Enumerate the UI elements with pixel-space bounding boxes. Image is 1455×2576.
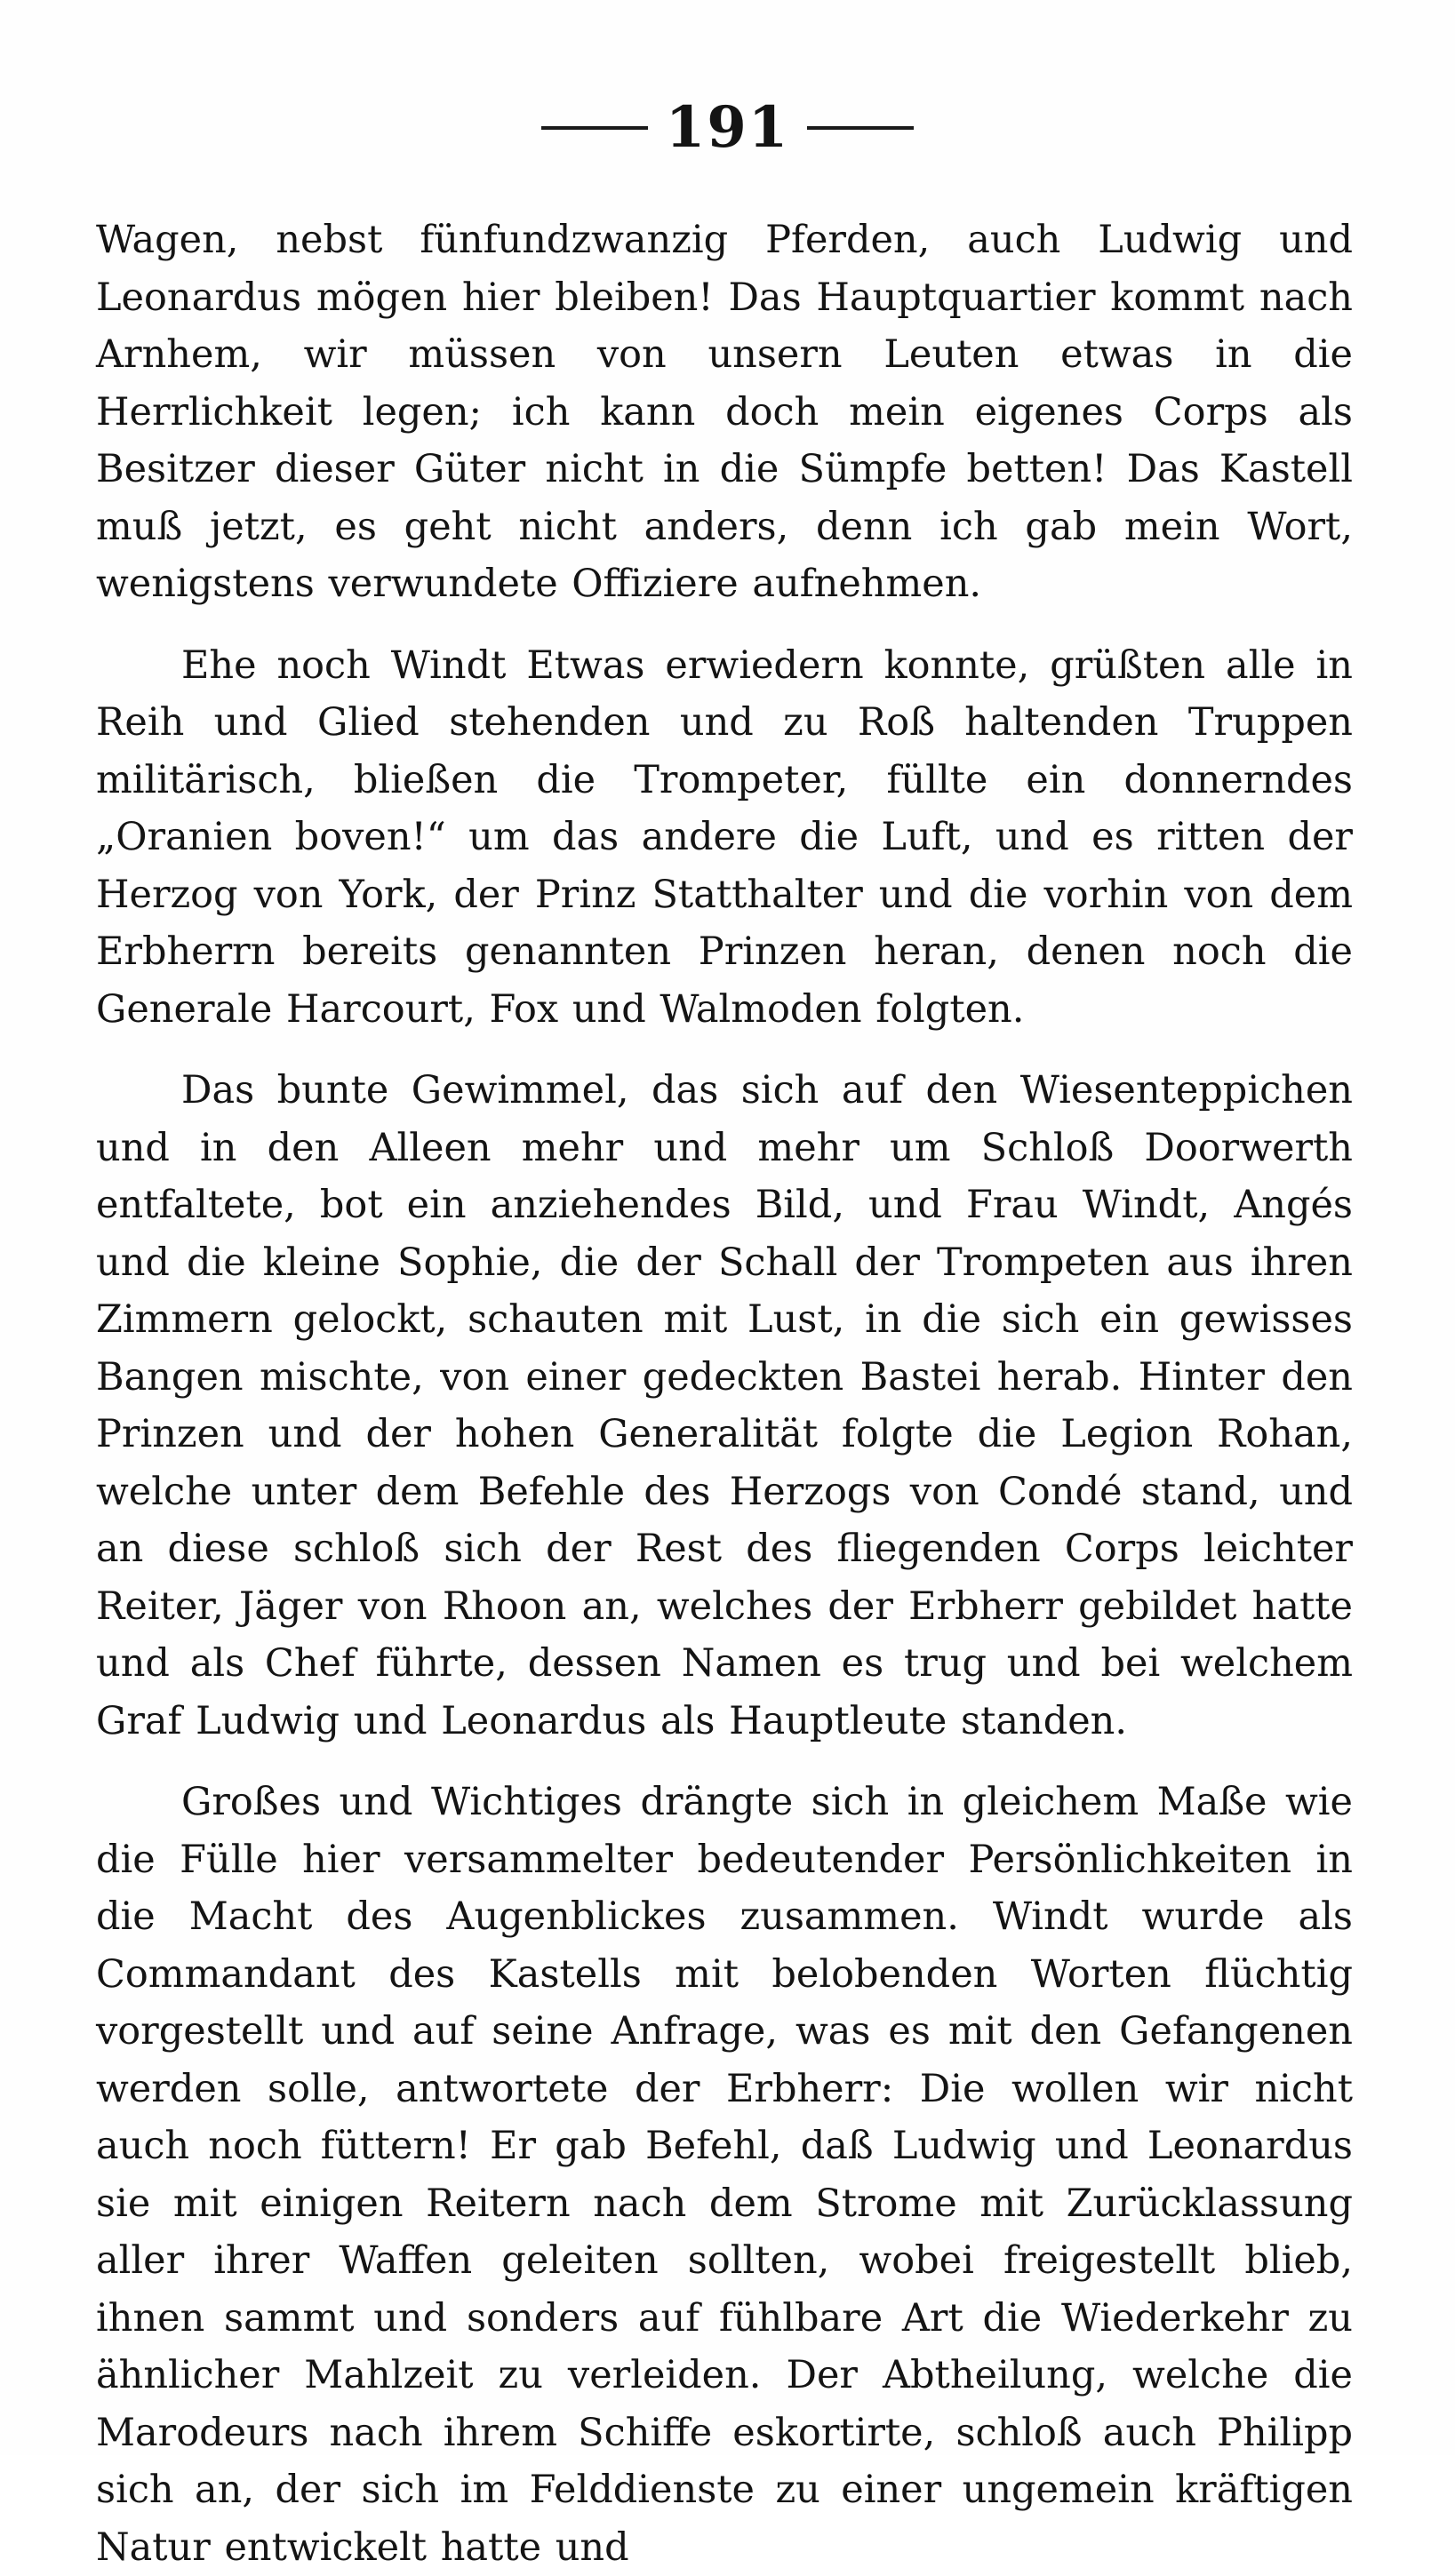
- paragraph-4: Großes und Wichtiges drängte sich in gleichem Maße wie die Fülle hier versammelter bedeutender Persönlichkeiten in die Macht des Augenblickes zusammen. Windt wurde als Commandant des Kastells mit belobenden Worten flüchtig vorgestellt und auf seine Anfrage, was es mit den Gefangenen werden solle, antwortete der Erbherr: Die wollen wir nicht auch noch füttern! Er gab Befehl, daß Ludwig und Leonardus sie mit einigen Reitern nach dem Strome mit Zurücklassung aller ihrer Waffen geleiten sollten, wobei freigestellt blieb, ihnen sammt und sonders auf fühlbare Art die Wiederkehr zu ähnlicher Mahlzeit zu verleiden. Der Abtheilung, welche die Marodeurs nach ihrem Schiffe eskortirte, schloß auch Philipp sich an, der sich im Felddienste zu einer ungemein kräftigen Natur entwickelt hatte und: [96, 1780, 1353, 2570]
- page-header: [0, 94, 1455, 161]
- header-rule-left: [541, 126, 648, 130]
- header-rule-right: [807, 126, 914, 130]
- paragraph-1: Wagen, nebst fünfundzwanzig Pferden, auch Ludwig und Leonardus mögen hier bleiben! Das Hauptquartier kommt nach Arnhem, wir müssen von unsern Leuten etwas in die Herrlichkeit legen; ich kann doch mein eigenes Corps als Besitzer dieser Güter nicht in die Sümpfe betten! Das Kastell muß jetzt, es geht nicht anders, denn ich gab mein Wort, wenigstens verwundete Offiziere aufnehmen.: [96, 218, 1353, 606]
- paragraph-3: Das bunte Gewimmel, das sich auf den Wiesenteppichen und in den Alleen mehr und mehr um Schloß Doorwerth entfaltete, bot ein anziehendes Bild, und Frau Windt, Angés und die kleine Sophie, die der Schall der Trompeten aus ihren Zimmern gelockt, schauten mit Lust, in die sich ein gewisses Bangen mischte, von einer gedeckten Bastei herab. Hinter den Prinzen und der hohen Generalität folgte die Legion Rohan, welche unter dem Befehle des Herzogs von Condé stand, und an diese schloß sich der Rest des fliegenden Corps leichter Reiter, Jäger von Rhoon an, welches der Erbherr gebildet hatte und als Chef führte, dessen Namen es trug und bei welchem Graf Ludwig und Leonardus als Hauptleute standen.: [96, 1068, 1353, 1743]
- paragraph-2: Ehe noch Windt Etwas erwiedern konnte, grüßten alle in Reih und Glied stehenden und zu Roß haltenden Truppen militärisch, bließen die Trompeter, füllte ein donnerndes „Oranien boven!“ um das andere die Luft, und es ritten der Herzog von York, der Prinz Statthalter und die vorhin von dem Erbherrn bereits genannten Prinzen heran, denen noch die Generale Harcourt, Fox und Walmoden folgten.: [96, 642, 1353, 1032]
- page-number: 191: [665, 94, 790, 161]
- page-body: [96, 211, 1353, 2576]
